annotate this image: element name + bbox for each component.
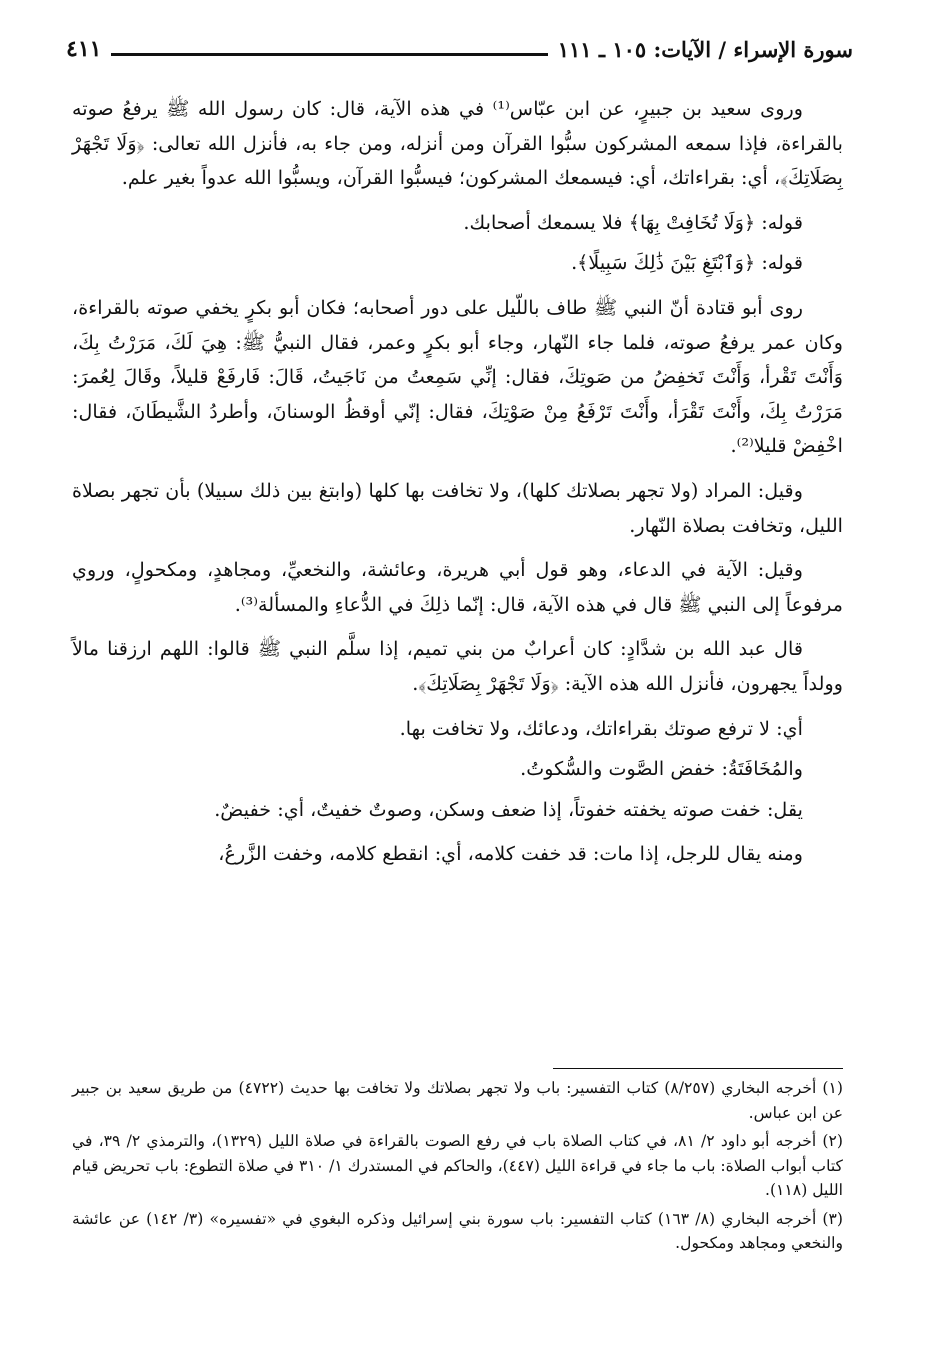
header-rule xyxy=(111,53,547,56)
paragraph-al-dua: وقيل: الآية في الدعاء، وهو قول أبي هريرة، وعائشة، والنخعيِّ، ومجاهدٍ، ومكحولٍ، وروي مرفوعاً إلى النبي ﷺ قال في هذه الآية، قال: إنّما ذلِكَ في الدُّعاءِ والمسألة⁽³⁾. xyxy=(72,558,843,616)
paragraph-ibn-abbas: وروى سعيد بن جبيرٍ، عن ابن عبّاس⁽¹⁾ في هذه الآية، قال: كان رسول الله ﷺ يرفعُ صوته بالقراءة، فإذا سمعه المشركون سبُّوا القرآن ومن أنزله، ومن جاء به، فأنزل الله تعالى: ﴿وَلَا تَجْهَرْ بِصَلَاتِكَ﴾، أي: بقراءاتك، أي: فيسمعك المشركون؛ فيسبُّوا القرآن، ويسبُّوا الله عدواً بغير علم. xyxy=(72,97,843,190)
footnote-2: (٢) أخرجه أبو داود ٢/ ٨١، في كتاب الصلاة باب في رفع الصوت بالقراءة في صلاة الليل (١٣٢٩)، والترمذي ٢/ ٣٩، في كتاب أبواب الصلاة: باب ما جاء في قراءة الليل (٤٤٧)، والحاكم في المستدرك ١/ ٣١٠ في صلاة التطوع: باب تحريض قيام الليل (١١٨). xyxy=(72,1132,843,1199)
paragraph-la-tukhafit: قوله: ﴿وَلَا تُخَافِتْ بِهَا﴾ فلا يسمعك أصحابك. xyxy=(463,210,803,234)
footnote-separator xyxy=(553,1068,843,1069)
paragraph-minhu: ومنه يقال للرجل، إذا مات: قد خفت كلامه، أي: انقطع كلامه، وخفت الزَّرعُ، xyxy=(218,842,803,866)
paragraph-mukhafata: والمُخَافَتَةُ: خفض الصَّوت والسُّكوتُ. xyxy=(520,757,803,781)
main-text xyxy=(72,92,843,882)
page-number: ٤١١ xyxy=(66,36,102,62)
footnote-1: (١) أخرجه البخاري (٨/٢٥٧) كتاب التفسير: باب ولا تجهر بصلاتك ولا تخافت بها حديث (٤٧٢٢) من طريق سعيد بن جبير عن ابن عباس. xyxy=(72,1079,843,1122)
paragraph-al-murad: وقيل: المراد (ولا تجهر بصلاتك كلها)، ولا تخافت بها كلها (وابتغ بين ذلك سبيلا) بأن تجهر بصلاة الليل، وتخافت بصلاة النّهار. xyxy=(72,478,843,537)
running-title: سورة الإسراء / الآيات: ١٠٥ ـ ١١١ xyxy=(557,37,853,62)
paragraph-ay: أي: لا ترفع صوتك بقراءاتك، ودعائك، ولا تخافت بها. xyxy=(399,716,803,740)
paragraph-abu-qatada: روى أبو قتادة أنّ النبي ﷺ طاف باللّيل على دور أصحابه؛ فكان أبو بكرٍ يخفي صوته بالقراءة، وكان عمر يرفعُ صوته، فلما جاء النّهار، وجاء أبو بكرٍ وعمر، فقال النبيُّ ﷺ: هِيَ لَكَ، مَرَرْتُ بِكَ، وَأَنْتَ تَقْرأ، وَأَنْتَ تَخفِضُ من صَوتِكَ، فقال: إنِّي سَمِعتُ من نَاجَيتُ، قَالَ: فَارفَعْ قليلاً، وقَالَ لِعُمرَ: مَرَرْتُ بِكَ، وأَنْتَ تَقْرَأ، وأَنْتَ تَرْفَعُ مِنْ صَوْتِكَ، فقال: إنّي أوقظُ الوسنانَ، وأطردُ الشَّيطَانَ، فقال: اخْفِضْ قليلا⁽²⁾. xyxy=(72,295,843,458)
paragraph-ibn-shaddad: قال عبد الله بن شدَّادٍ: كان أعرابٌ من بني تميم، إذا سلَّم النبي ﷺ قالوا: اللهم ارزقنا مالاً وولداً يجهرون، فأنزل الله هذه الآية: ﴿وَلَا تَجْهَرْ بِصَلَاتِكَ﴾. xyxy=(72,637,843,695)
paragraph-yuqal: يقل: خفت صوته يخفته خفوتاً، إذا ضعف وسكن، وصوتٌ خفيتٌ، أي: خفيضٌ. xyxy=(214,797,803,821)
page-header xyxy=(66,26,853,68)
footnote-3: (٣) أخرجه البخاري (٨/ ١٦٣) كتاب التفسير: باب سورة بني إسرائيل وذكره البغوي في «تفسيره» (٣/ ١٤٢) عن عائشة والنخعي ومجاهد ومكحول. xyxy=(72,1209,844,1252)
paragraph-wabtagh: قوله: ﴿وَٱبْتَغِ بَيْنَ ذَٰلِكَ سَبِيلًا﴾. xyxy=(571,251,803,275)
footnotes xyxy=(72,1076,843,1260)
